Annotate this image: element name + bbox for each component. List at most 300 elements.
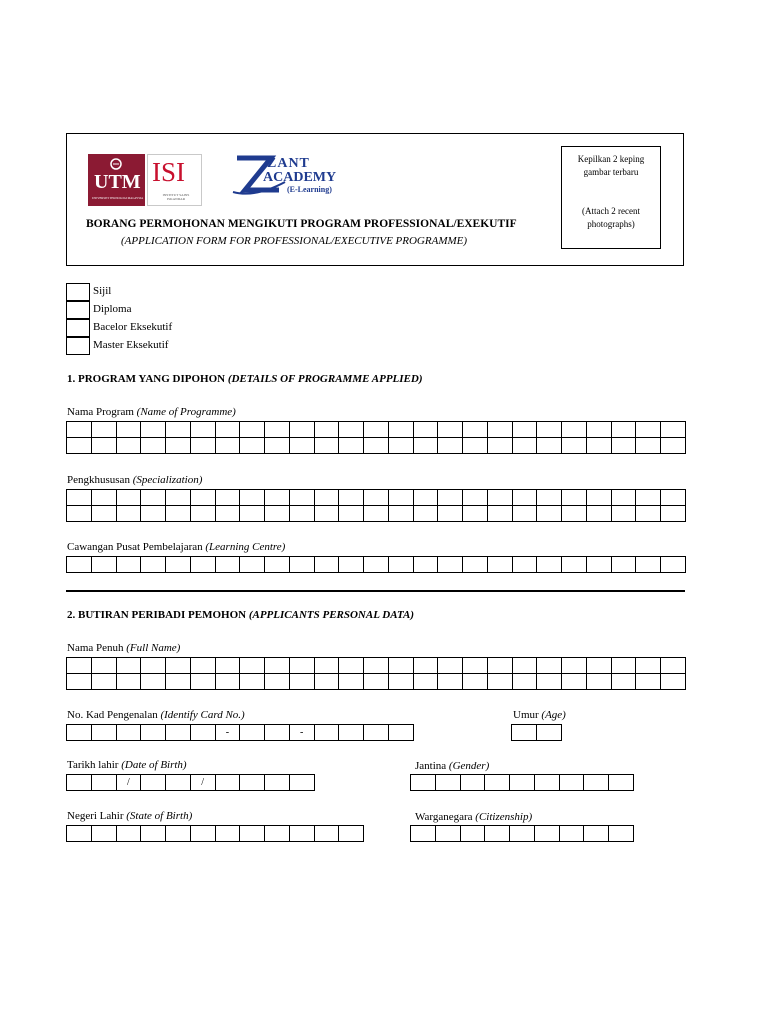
programme-name-grid[interactable] [66,421,686,454]
char-box[interactable] [190,674,215,690]
char-box[interactable] [364,557,389,573]
char-box[interactable] [141,506,166,522]
char-box[interactable] [661,506,686,522]
char-box[interactable] [91,826,116,842]
char-box[interactable] [289,506,314,522]
photo-line4: photographs) [587,219,635,229]
char-box[interactable] [512,658,537,674]
char-box[interactable] [636,422,661,438]
char-box[interactable] [314,826,339,842]
fullname-label-en: (Full Name) [126,642,181,654]
photo-line1: Kepilkan 2 keping [577,154,645,164]
char-box[interactable] [289,658,314,674]
char-box[interactable] [314,557,339,573]
char-box[interactable] [215,422,240,438]
char-box[interactable] [512,422,537,438]
fullname-label-ms: Nama Penuh [67,642,124,654]
char-box[interactable] [584,826,609,842]
char-box[interactable] [611,674,636,690]
char-box[interactable] [562,557,587,573]
learning-centre-grid[interactable] [66,556,686,573]
char-box[interactable] [411,826,436,842]
char-box[interactable] [166,506,191,522]
char-box[interactable] [611,557,636,573]
char-box[interactable] [463,422,488,438]
char-box[interactable] [364,422,389,438]
form-subtitle: (APPLICATION FORM FOR PROFESSIONAL/EXECUTIVE PROGRAMME) [121,235,468,247]
char-box[interactable] [116,826,141,842]
form-title: BORANG PERMOHONAN MENGIKUTI PROGRAM PROFESSIONAL/EXEKUTIF [86,218,517,230]
char-box[interactable] [314,506,339,522]
char-box[interactable] [240,775,265,791]
char-box[interactable] [215,775,240,791]
char-box[interactable] [289,826,314,842]
specialization-label [67,474,202,486]
char-box[interactable] [67,438,92,454]
specialization-label-en: (Specialization) [132,474,203,486]
gender-label-en: (Gender) [448,760,490,772]
char-box[interactable] [141,775,166,791]
char-box[interactable] [364,674,389,690]
section1-heading-en: (DETAILS OF PROGRAMME APPLIED) [227,373,423,385]
char-box[interactable] [166,775,191,791]
char-box[interactable] [512,674,537,690]
char-box[interactable] [388,422,413,438]
char-box[interactable] [512,725,537,741]
char-box[interactable] [661,490,686,506]
age-grid[interactable] [511,724,562,741]
char-box[interactable] [611,490,636,506]
utm-logo-text: UTM [94,171,141,193]
char-box[interactable] [463,490,488,506]
char-box[interactable] [487,658,512,674]
char-box[interactable] [460,826,485,842]
char-box[interactable] [265,826,290,842]
char-box[interactable] [91,438,116,454]
char-box[interactable] [537,674,562,690]
state-label-ms: Negeri Lahir [67,810,124,822]
char-box[interactable] [91,775,116,791]
char-box[interactable] [487,490,512,506]
char-box[interactable] [661,438,686,454]
state-of-birth-grid[interactable] [66,825,364,842]
char-box[interactable] [91,557,116,573]
char-box[interactable] [67,674,92,690]
ic-label [67,709,245,721]
char-box[interactable] [388,557,413,573]
char-box[interactable] [91,490,116,506]
char-box[interactable] [141,490,166,506]
isi-logo-text: ISI [152,157,185,187]
char-box[interactable] [413,422,438,438]
char-box[interactable] [534,775,559,791]
utm-logo-small: UNIVERSITI TEKNOLOGI MALAYSIA [92,196,144,200]
separator-cell: - [289,725,314,741]
level-label-bacelor: Bacelor Eksekutif [93,321,173,333]
char-box[interactable] [67,826,92,842]
char-box[interactable] [586,438,611,454]
zant-academy-logo [223,152,358,200]
char-box[interactable] [91,658,116,674]
char-box[interactable] [215,674,240,690]
char-box[interactable] [339,422,364,438]
char-box[interactable] [510,775,535,791]
char-box[interactable] [265,725,290,741]
char-box[interactable] [537,506,562,522]
char-box[interactable] [91,725,116,741]
isi-logo [147,154,202,206]
char-box[interactable] [166,438,191,454]
char-box[interactable] [265,674,290,690]
separator-cell: / [190,775,215,791]
char-box[interactable] [265,422,290,438]
char-box[interactable] [438,438,463,454]
gender-grid[interactable] [410,774,634,791]
programme-label-ms: Nama Program [67,406,134,418]
char-box[interactable] [487,506,512,522]
char-box[interactable] [166,422,191,438]
char-box[interactable] [116,674,141,690]
char-box[interactable] [463,658,488,674]
char-box[interactable] [215,826,240,842]
char-box[interactable] [487,674,512,690]
ic-label-en: (Identify Card No.) [160,709,245,721]
char-box[interactable] [240,422,265,438]
char-box[interactable] [438,506,463,522]
char-box[interactable] [215,506,240,522]
char-box[interactable] [611,438,636,454]
char-box[interactable] [586,490,611,506]
char-box[interactable] [661,557,686,573]
char-box[interactable] [67,725,92,741]
char-box[interactable] [67,658,92,674]
char-box[interactable] [388,725,413,741]
char-box[interactable] [413,557,438,573]
char-box[interactable] [413,674,438,690]
checkbox-master[interactable] [66,337,90,355]
char-box[interactable] [512,506,537,522]
char-box[interactable] [609,826,634,842]
char-box[interactable] [116,725,141,741]
char-box[interactable] [584,775,609,791]
char-box[interactable] [636,490,661,506]
char-box[interactable] [463,438,488,454]
char-box[interactable] [314,422,339,438]
char-box[interactable] [67,422,92,438]
grid-row [512,725,562,741]
grid-row [67,674,686,690]
date-of-birth-grid[interactable] [66,774,315,791]
char-box[interactable] [265,775,290,791]
char-box[interactable] [512,557,537,573]
section2-heading-en: (APPLICANTS PERSONAL DATA) [248,609,415,621]
char-box[interactable] [166,557,191,573]
char-box[interactable] [438,658,463,674]
char-box[interactable] [116,438,141,454]
section1-heading [67,373,423,385]
char-box[interactable] [411,775,436,791]
char-box[interactable] [636,674,661,690]
char-box[interactable] [67,506,92,522]
programme-label [67,406,236,418]
char-box[interactable] [190,826,215,842]
fullname-label [67,642,180,654]
grid-row [67,725,414,741]
char-box[interactable] [611,422,636,438]
char-box[interactable] [562,658,587,674]
grid-row [67,506,686,522]
isi-logo-small: INSTITUT SAINS ISKANDAR [162,193,190,201]
section2-heading-ms: 2. BUTIRAN PERIBADI PEMOHON [67,609,247,621]
char-box[interactable] [141,658,166,674]
char-box[interactable] [487,557,512,573]
char-box[interactable] [141,557,166,573]
char-box[interactable] [586,506,611,522]
char-box[interactable] [364,438,389,454]
grid-row [67,490,686,506]
char-box[interactable] [289,438,314,454]
age-label-ms: Umur [513,709,539,721]
char-box[interactable] [314,490,339,506]
char-box[interactable] [265,506,290,522]
gender-label [415,760,489,772]
char-box[interactable] [611,658,636,674]
char-box[interactable] [463,674,488,690]
zant-logo-top: ZANT [267,156,310,171]
checkbox-diploma[interactable] [66,301,90,319]
specialization-grid[interactable] [66,489,686,522]
char-box[interactable] [215,490,240,506]
char-box[interactable] [611,506,636,522]
char-box[interactable] [438,557,463,573]
citizenship-label [415,811,532,823]
char-box[interactable] [339,658,364,674]
char-box[interactable] [116,658,141,674]
char-box[interactable] [559,775,584,791]
char-box[interactable] [190,422,215,438]
char-box[interactable] [166,725,191,741]
char-box[interactable] [537,438,562,454]
char-box[interactable] [240,826,265,842]
char-box[interactable] [166,674,191,690]
char-box[interactable] [339,506,364,522]
char-box[interactable] [166,658,191,674]
char-box[interactable] [190,557,215,573]
char-box[interactable] [510,826,535,842]
char-box[interactable] [388,506,413,522]
char-box[interactable] [339,826,364,842]
dob-label-ms: Tarikh lahir [67,759,119,771]
char-box[interactable] [265,490,290,506]
section2-heading [67,609,414,621]
char-box[interactable] [240,557,265,573]
char-box[interactable] [487,422,512,438]
dob-label-en: (Date of Birth) [121,759,187,771]
char-box[interactable] [91,422,116,438]
char-box[interactable] [314,674,339,690]
char-box[interactable] [190,658,215,674]
char-box[interactable] [463,557,488,573]
char-box[interactable] [91,674,116,690]
char-box[interactable] [339,490,364,506]
char-box[interactable] [314,725,339,741]
char-box[interactable] [438,674,463,690]
checkbox-sijil[interactable] [66,283,90,301]
char-box[interactable] [562,506,587,522]
citizenship-grid[interactable] [410,825,634,842]
centre-label-en: (Learning Centre) [205,541,286,553]
char-box[interactable] [487,438,512,454]
section-divider [66,590,685,592]
full-name-grid[interactable] [66,657,686,690]
char-box[interactable] [166,490,191,506]
char-box[interactable] [661,674,686,690]
char-box[interactable] [67,490,92,506]
char-box[interactable] [190,490,215,506]
char-box[interactable] [265,557,290,573]
char-box[interactable] [289,775,314,791]
zant-logo-sub: (E-Learning) [287,185,332,194]
separator-cell: - [215,725,240,741]
char-box[interactable] [438,490,463,506]
gender-label-ms: Jantina [415,760,447,772]
char-box[interactable] [586,557,611,573]
age-label-en: (Age) [541,709,566,721]
char-box[interactable] [636,658,661,674]
char-box[interactable] [314,658,339,674]
char-box[interactable] [190,506,215,522]
char-box[interactable] [537,422,562,438]
char-box[interactable] [289,557,314,573]
age-label [513,709,566,721]
section1-heading-ms: 1. PROGRAM YANG DIPOHON [67,373,226,385]
level-label-master: Master Eksekutif [93,339,169,351]
ic-number-grid[interactable] [66,724,414,741]
char-box[interactable] [586,422,611,438]
char-box[interactable] [413,506,438,522]
grid-row [67,557,686,573]
char-box[interactable] [460,775,485,791]
char-box[interactable] [512,490,537,506]
char-box[interactable] [289,422,314,438]
char-box[interactable] [67,775,92,791]
char-box[interactable] [339,438,364,454]
char-box[interactable] [289,490,314,506]
char-box[interactable] [636,506,661,522]
char-box[interactable] [537,557,562,573]
char-box[interactable] [265,658,290,674]
char-box[interactable] [413,658,438,674]
char-box[interactable] [364,506,389,522]
grid-row [67,775,315,791]
char-box[interactable] [240,674,265,690]
char-box[interactable] [537,658,562,674]
char-box[interactable] [562,422,587,438]
char-box[interactable] [190,725,215,741]
char-box[interactable] [141,422,166,438]
char-box[interactable] [116,422,141,438]
char-box[interactable] [116,490,141,506]
char-box[interactable] [116,506,141,522]
char-box[interactable] [215,658,240,674]
char-box[interactable] [116,557,141,573]
char-box[interactable] [586,658,611,674]
level-label-diploma: Diploma [93,303,132,315]
grid-row [67,422,686,438]
char-box[interactable] [141,826,166,842]
char-box[interactable] [435,826,460,842]
char-box[interactable] [166,826,191,842]
char-box[interactable] [559,826,584,842]
char-box[interactable] [388,658,413,674]
char-box[interactable] [265,438,290,454]
char-box[interactable] [636,438,661,454]
checkbox-bacelor[interactable] [66,319,90,337]
char-box[interactable] [438,422,463,438]
char-box[interactable] [141,725,166,741]
char-box[interactable] [562,490,587,506]
char-box[interactable] [388,438,413,454]
char-box[interactable] [67,557,92,573]
char-box[interactable] [240,506,265,522]
char-box[interactable] [485,775,510,791]
char-box[interactable] [534,826,559,842]
char-box[interactable] [240,725,265,741]
char-box[interactable] [463,506,488,522]
char-box[interactable] [339,674,364,690]
char-box[interactable] [240,490,265,506]
level-label-sijil: Sijil [93,285,112,297]
char-box[interactable] [536,725,561,741]
char-box[interactable] [388,490,413,506]
char-box[interactable] [485,826,510,842]
char-box[interactable] [364,658,389,674]
citizenship-label-en: (Citizenship) [475,811,533,823]
state-label-en: (State of Birth) [126,810,193,822]
char-box[interactable] [512,438,537,454]
char-box[interactable] [141,674,166,690]
char-box[interactable] [91,506,116,522]
char-box[interactable] [364,725,389,741]
char-box[interactable] [364,490,389,506]
char-box[interactable] [413,438,438,454]
char-box[interactable] [562,438,587,454]
char-box[interactable] [435,775,460,791]
char-box[interactable] [413,490,438,506]
char-box[interactable] [537,490,562,506]
char-box[interactable] [240,438,265,454]
char-box[interactable] [609,775,634,791]
char-box[interactable] [339,725,364,741]
char-box[interactable] [562,674,587,690]
programme-label-en: (Name of Programme) [136,406,236,418]
char-box[interactable] [141,438,166,454]
char-box[interactable] [586,674,611,690]
grid-row [411,775,634,791]
char-box[interactable] [636,557,661,573]
char-box[interactable] [289,674,314,690]
char-box[interactable] [215,438,240,454]
photo-line2: gambar terbaru [583,167,639,177]
char-box[interactable] [190,438,215,454]
char-box[interactable] [215,557,240,573]
char-box[interactable] [240,658,265,674]
char-box[interactable] [314,438,339,454]
char-box[interactable] [661,422,686,438]
char-box[interactable] [661,658,686,674]
char-box[interactable] [339,557,364,573]
char-box[interactable] [388,674,413,690]
